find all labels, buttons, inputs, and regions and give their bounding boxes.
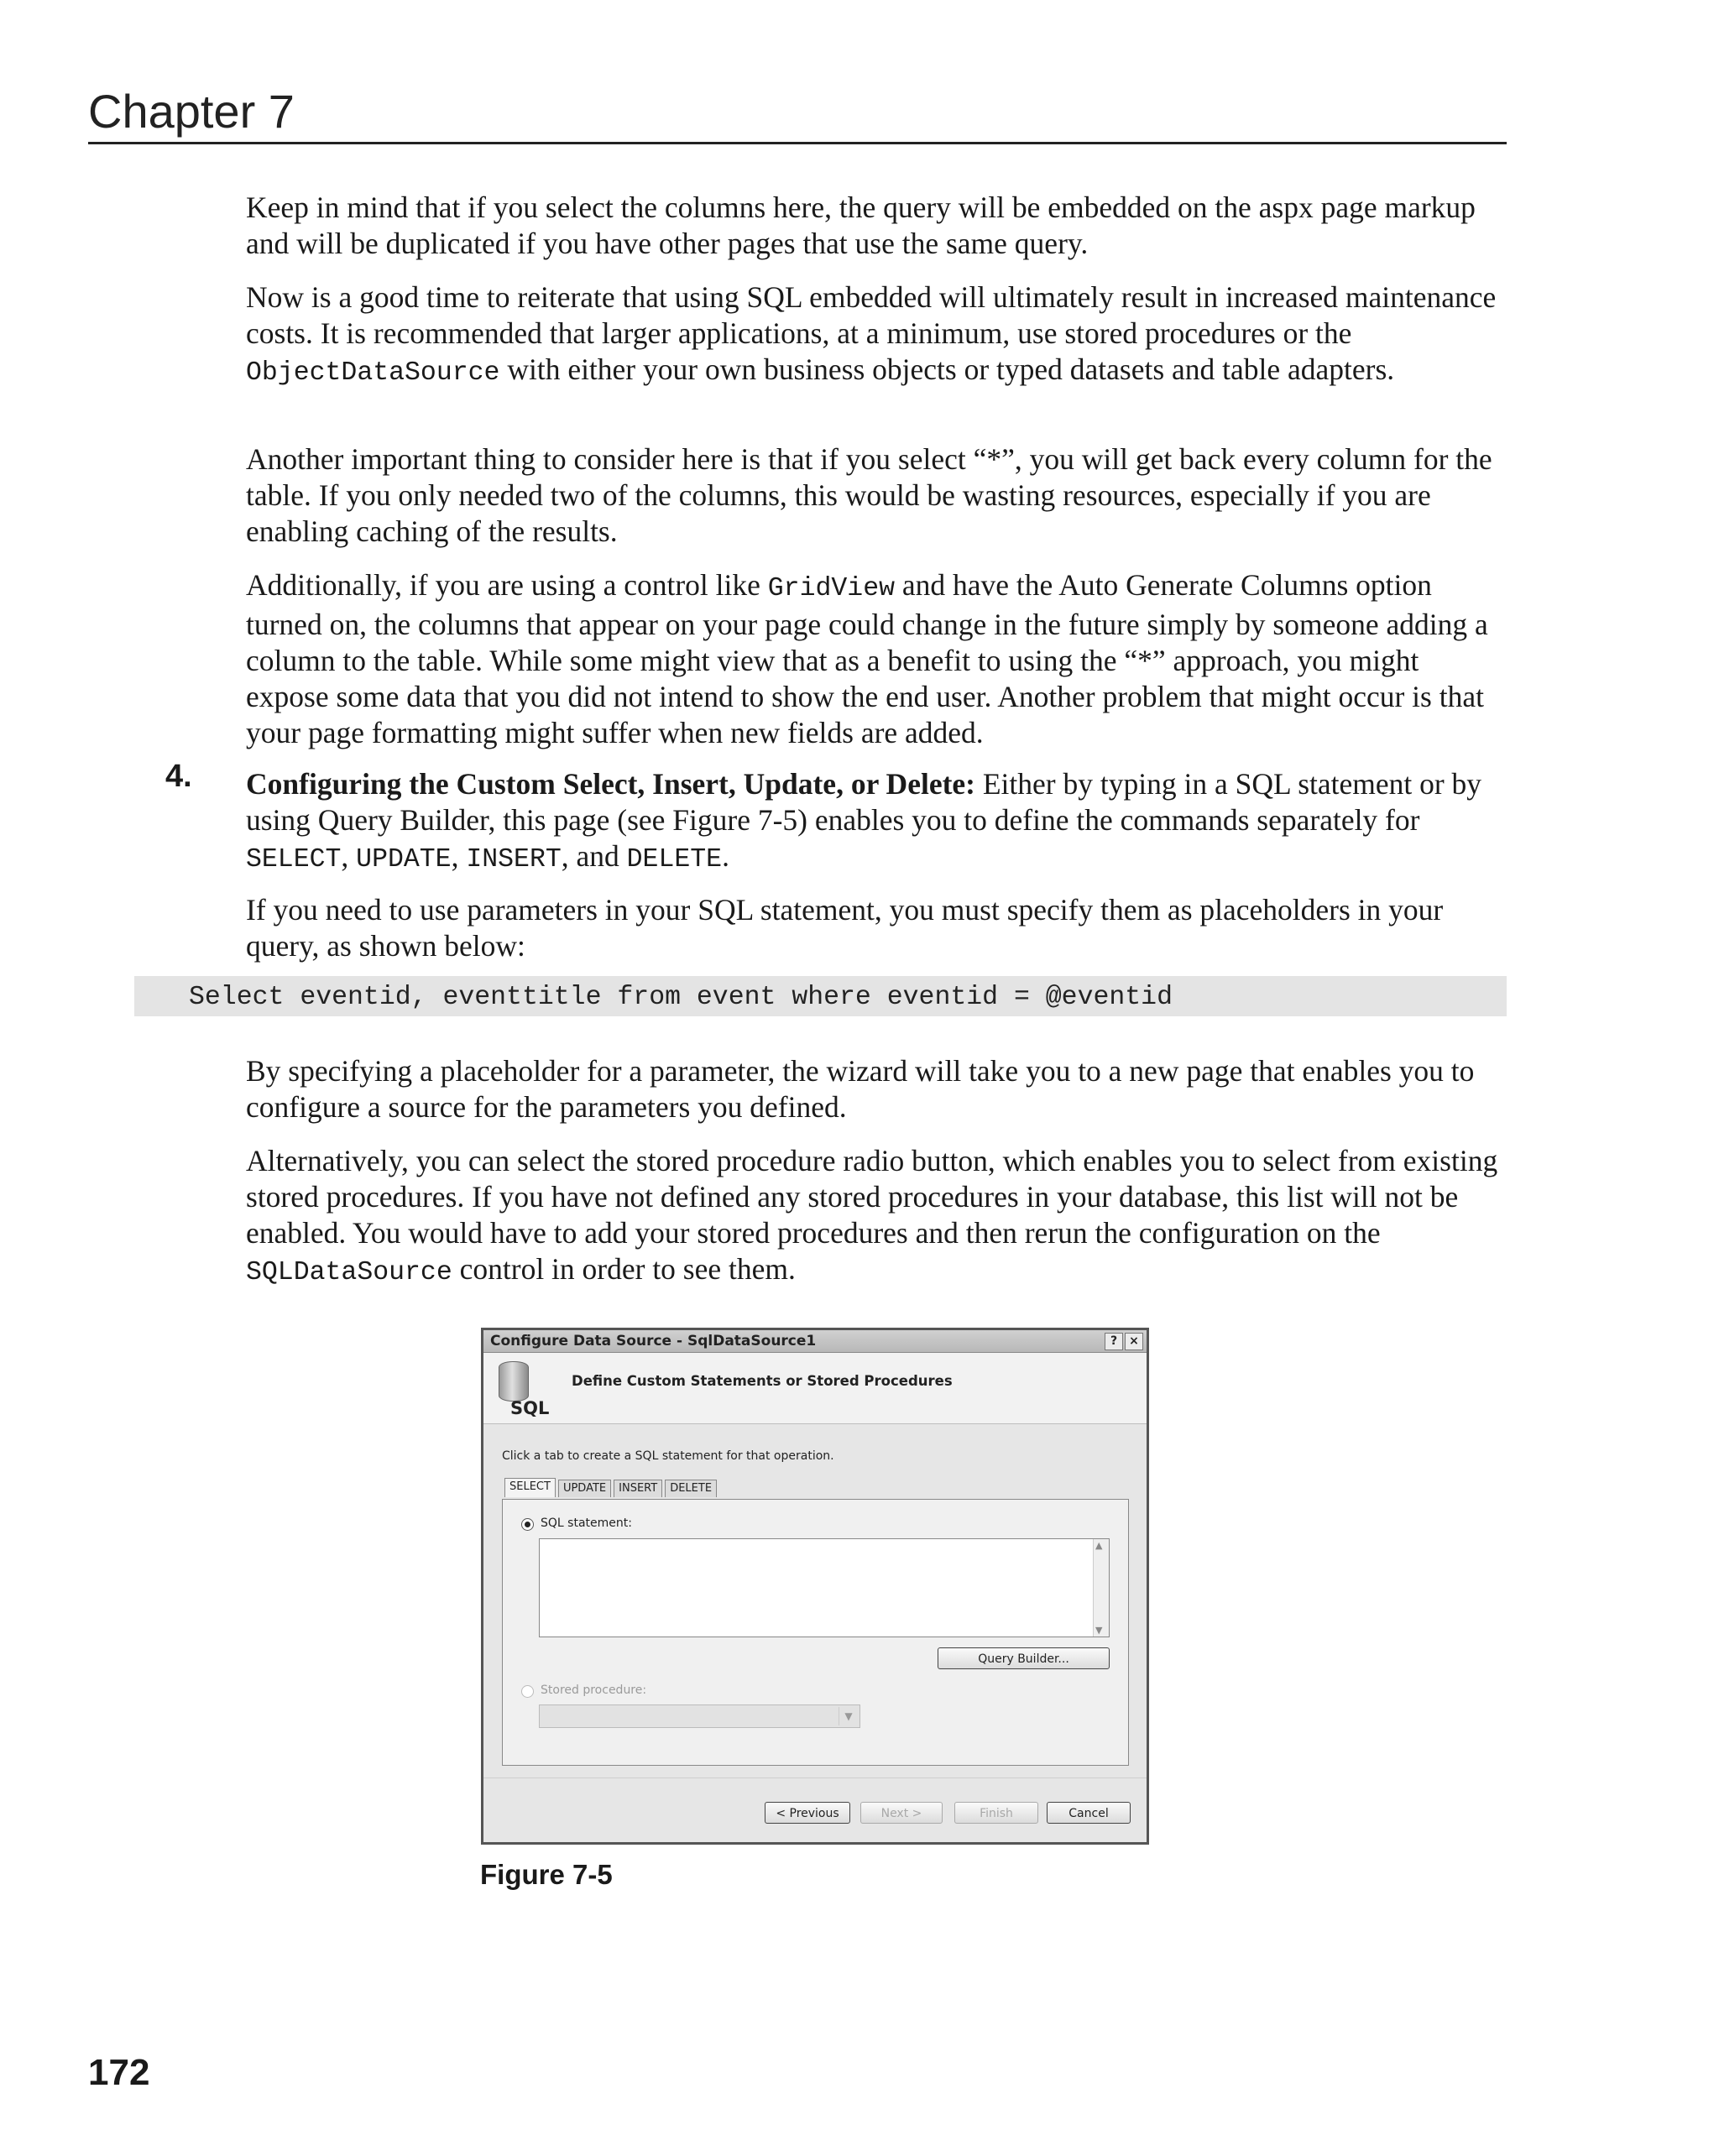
paragraph-text: Another important thing to consider here is that if you select “*”, you will get back every column for the table. If you only needed two of the columns, this would be wasting resources, especially if you are enabling caching of the results. [246, 442, 1492, 548]
page-number: 172 [88, 2052, 150, 2093]
paragraph-text: Alternatively, you can select the stored procedure radio button, which enables you to select from existing stored procedures. If you have not defined any stored procedures in your database, this list will not be enabled. You would have to add your stored procedures and then rerun the configuration on the [246, 1144, 1498, 1250]
operation-tabs [504, 1480, 719, 1500]
finish-button[interactable]: Finish [954, 1802, 1038, 1824]
paragraph-columns-embedded [246, 190, 1505, 262]
inline-code: SELECT [246, 845, 342, 874]
scroll-down-icon[interactable]: ▼ [1095, 1625, 1103, 1636]
dialog-header [483, 1353, 1147, 1424]
code-line: Select eventid, eventtitle from event where eventid = @eventid [189, 983, 1173, 1012]
tab-select[interactable]: SELECT [504, 1478, 556, 1497]
tab-update[interactable]: UPDATE [558, 1480, 611, 1497]
paragraph-step-4 [246, 766, 1505, 878]
paragraph-text: , [341, 839, 357, 873]
figure-caption: Figure 7-5 [480, 1859, 613, 1890]
tab-panel [502, 1499, 1129, 1766]
inline-code: UPDATE [356, 845, 452, 874]
tab-insert[interactable]: INSERT [614, 1480, 662, 1497]
dialog-titlebar [483, 1330, 1147, 1353]
sql-statement-radio[interactable] [521, 1518, 534, 1531]
help-button[interactable]: ? [1105, 1333, 1123, 1350]
paragraph-text: . [722, 839, 729, 873]
paragraph-gridview [246, 567, 1505, 751]
header-rule [88, 142, 1507, 144]
configure-data-source-dialog [481, 1328, 1149, 1845]
paragraph-text: By specifying a placeholder for a parameter, the wizard will take you to a new page that enables you to configure a source for the parameters you defined. [246, 1054, 1475, 1124]
paragraph-select-star [246, 441, 1505, 550]
close-button[interactable]: × [1125, 1333, 1143, 1350]
stored-procedure-dropdown[interactable] [539, 1704, 860, 1728]
paragraph-text: , [451, 839, 467, 873]
scroll-up-icon[interactable]: ▲ [1095, 1540, 1103, 1551]
sql-statement-label: SQL statement: [541, 1517, 632, 1530]
textarea-scrollbar[interactable] [1093, 1539, 1109, 1637]
next-button[interactable]: Next > [860, 1802, 943, 1824]
sql-statement-textarea[interactable] [539, 1538, 1110, 1637]
stored-procedure-radio[interactable] [521, 1685, 534, 1698]
stored-procedure-label: Stored procedure: [541, 1684, 647, 1697]
database-icon [499, 1361, 529, 1402]
cancel-button[interactable]: Cancel [1047, 1802, 1131, 1824]
paragraph-text: If you need to use parameters in your SQL statement, you must specify them as placeholders in your query, as shown below: [246, 893, 1444, 963]
paragraph-text: Either by typing in a SQL statement or by using Query Builder, this page (see Figure 7-5) enables you to define the commands separately for [246, 767, 1482, 837]
paragraph-text: Additionally, if you are using a control like [246, 568, 768, 602]
step-title: Configuring the Custom Select, Insert, Update, or Delete: [246, 767, 975, 801]
inline-code: ObjectDataSource [246, 358, 500, 388]
paragraph-text: control in order to see them. [452, 1252, 796, 1286]
paragraph-maintenance-costs [246, 279, 1505, 391]
paragraph-text: with either your own business objects or typed datasets and table adapters. [499, 352, 1395, 386]
paragraph-stored-procedure [246, 1143, 1505, 1291]
tab-delete[interactable]: DELETE [665, 1480, 717, 1497]
paragraph-placeholder [246, 1053, 1505, 1125]
inline-code: GridView [767, 574, 896, 603]
paragraph-text: Keep in mind that if you select the columns here, the query will be embedded on the aspx page markup and will be duplicated if you have other pages that use the same query. [246, 191, 1476, 260]
dialog-instruction: Click a tab to create a SQL statement for that operation. [502, 1449, 834, 1463]
query-builder-button[interactable]: Query Builder... [938, 1647, 1110, 1669]
chapter-heading: Chapter 7 [88, 85, 295, 138]
previous-button[interactable]: < Previous [765, 1802, 850, 1824]
inline-code: DELETE [626, 845, 723, 874]
database-icon-label: SQL [510, 1398, 550, 1418]
inline-code: INSERT [466, 845, 562, 874]
paragraph-text: Now is a good time to reiterate that using SQL embedded will ultimately result in increased maintenance costs. It is recommended that larger applications, at a minimum, use stored procedures or the [246, 280, 1497, 350]
chevron-down-icon: ▼ [839, 1707, 858, 1725]
inline-code: SQLDataSource [246, 1258, 452, 1287]
paragraph-text: and have the Auto Generate Columns option turned on, the columns that appear on your page could change in the future simply by someone adding a column to the table. While some might view that as a benefit to using the “*” approach, you might expose some data that you did not intend to show the end user. Another problem that might occur is that your page formatting might suffer when new fields are added. [246, 568, 1488, 749]
dialog-heading: Define Custom Statements or Stored Procedures [572, 1373, 953, 1389]
dialog-title: Configure Data Source - SqlDataSource1 [490, 1333, 817, 1349]
paragraph-text: , and [561, 839, 627, 873]
step-number: 4. [165, 759, 192, 794]
paragraph-parameters [246, 892, 1505, 964]
code-block [134, 976, 1507, 1016]
